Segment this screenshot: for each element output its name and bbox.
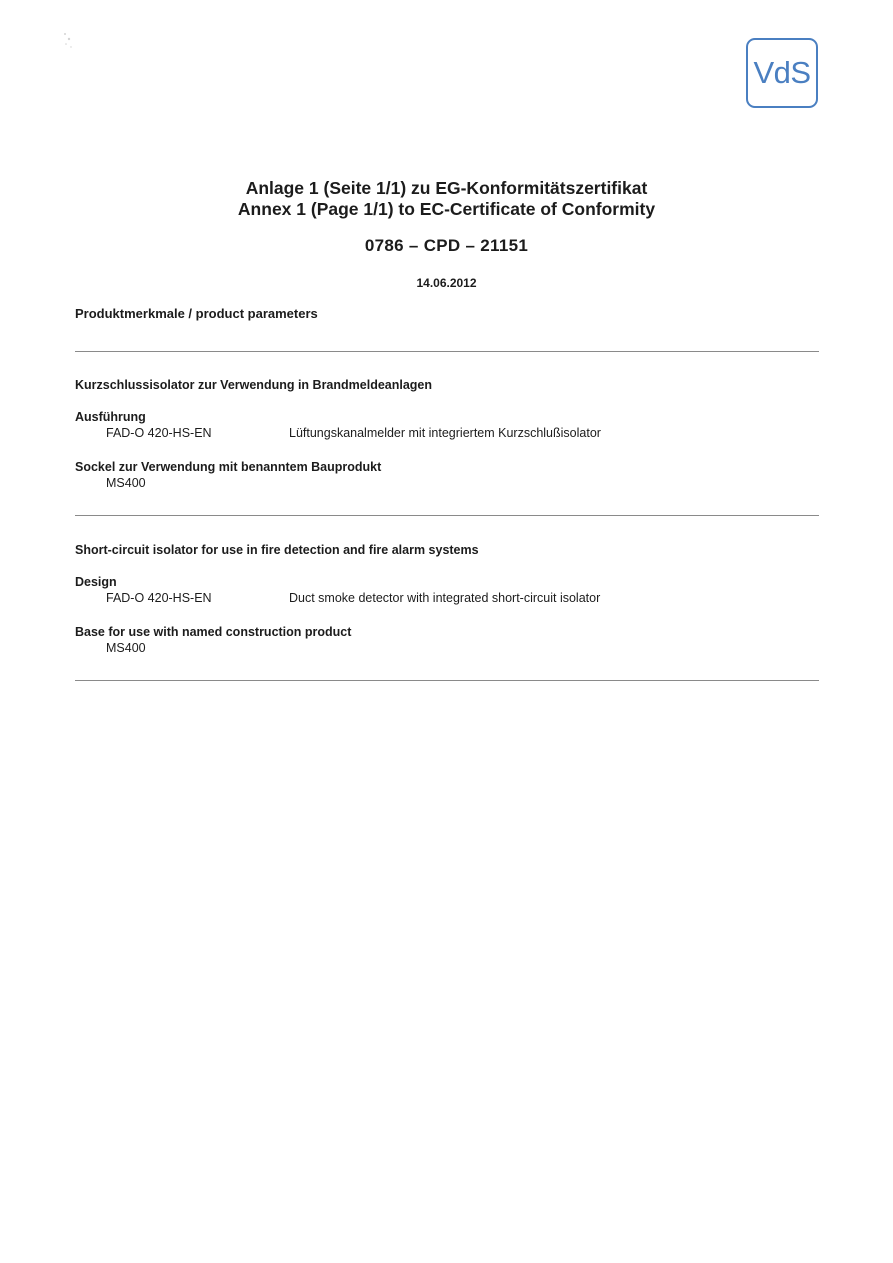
design-description-english: Duct smoke detector with integrated short-circuit isolator bbox=[289, 591, 601, 605]
product-title-english: Short-circuit isolator for use in fire detection and fire alarm systems bbox=[75, 543, 479, 557]
certificate-number: 0786 – CPD – 21151 bbox=[364, 236, 529, 255]
product-title-german: Kurzschlussisolator zur Verwendung in Brandmeldeanlagen bbox=[75, 378, 433, 392]
divider bbox=[75, 515, 819, 516]
vds-logo: VdS bbox=[746, 38, 818, 108]
divider bbox=[75, 680, 819, 681]
annex-title-german: Anlage 1 (Seite 1/1) zu EG-Konformitätszertifikat bbox=[245, 178, 648, 198]
scan-artifact bbox=[62, 30, 74, 50]
design-label-german: Ausführung bbox=[75, 410, 146, 424]
design-value-english: FAD-O 420-HS-EN bbox=[106, 591, 212, 605]
annex-title-english: Annex 1 (Page 1/1) to EC-Certificate of Conformity bbox=[237, 199, 656, 219]
base-label-german: Sockel zur Verwendung mit benanntem Bauprodukt bbox=[75, 460, 382, 474]
design-value-german: FAD-O 420-HS-EN bbox=[106, 426, 212, 440]
design-label-english: Design bbox=[75, 575, 117, 589]
section-heading-product-parameters: Produktmerkmale / product parameters bbox=[75, 306, 318, 321]
design-description-german: Lüftungskanalmelder mit integriertem Kurzschlußisolator bbox=[289, 426, 601, 440]
certificate-date: 14.06.2012 bbox=[416, 276, 477, 290]
base-value-german: MS400 bbox=[106, 476, 146, 490]
base-value-english: MS400 bbox=[106, 641, 146, 655]
divider bbox=[75, 351, 819, 352]
base-label-english: Base for use with named construction product bbox=[75, 625, 352, 639]
